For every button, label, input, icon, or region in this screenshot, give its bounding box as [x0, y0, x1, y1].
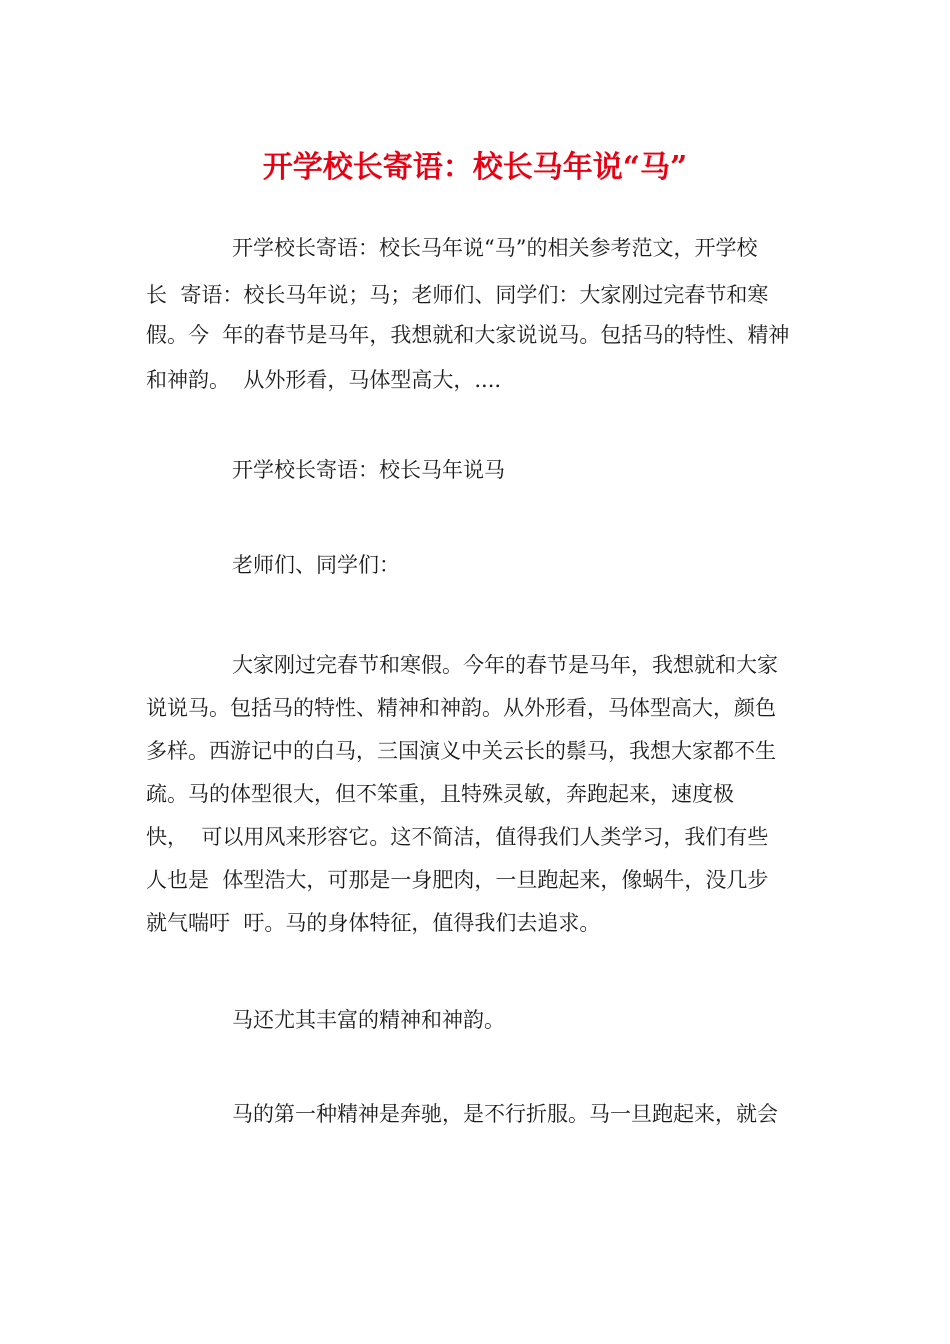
paragraph-line: 快， 可以用风来形容它。这不简洁，值得我们人类学习，我们有些 [146, 825, 769, 849]
paragraph-line: 长 寄语：校长马年说；马；老师们、同学们：大家刚过完春节和寒 [146, 283, 769, 307]
paragraph-line: 说说马。包括马的特性、精神和神韵。从外形看，马体型高大，颜色 [146, 696, 776, 720]
paragraph-line: 大家刚过完春节和寒假。今年的春节是马年，我想就和大家 [232, 653, 778, 677]
paragraph-line: 开学校长寄语：校长马年说马 [232, 458, 505, 482]
paragraph-line: 疏。马的体型很大，但不笨重，且特殊灵敏，奔跑起来，速度极 [146, 782, 734, 806]
document-title: 开学校长寄语：校长马年说“马” [262, 150, 688, 185]
paragraph-line: 和神韵。 从外形看，马体型高大，.... [146, 368, 502, 392]
paragraph-line: 多样。西游记中的白马，三国演义中关云长的鬃马，我想大家都不生 [146, 739, 776, 763]
paragraph-line: 就气喘吁 吁。马的身体特征，值得我们去追求。 [146, 911, 601, 935]
paragraph-line: 人也是 体型浩大，可那是一身肥肉，一旦跑起来，像蜗牛，没几步 [146, 868, 769, 892]
paragraph-line: 假。今 年的春节是马年，我想就和大家说说马。包括马的特性、精神 [146, 323, 790, 347]
paragraph-line: 马还尤其丰富的精神和神韵。 [232, 1008, 505, 1032]
paragraph-line: 老师们、同学们： [232, 553, 400, 577]
paragraph-line: 开学校长寄语：校长马年说“马”的相关参考范文，开学校 [232, 236, 758, 260]
paragraph-line: 马的第一种精神是奔驰，是不行折服。马一旦跑起来，就会 [232, 1102, 778, 1126]
